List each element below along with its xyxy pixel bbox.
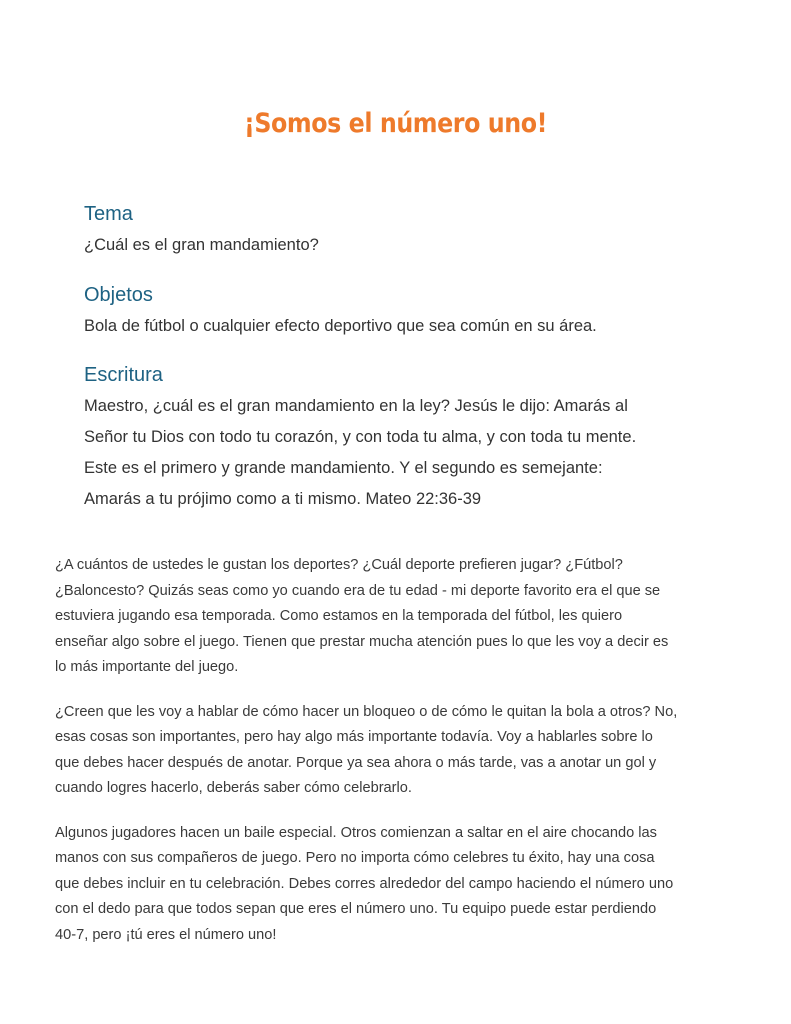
body-line: que debes hacer después de anotar. Porque ya sea ahora o más tarde, vas a anotar un gol y	[55, 754, 657, 771]
body-paragraph-3	[55, 821, 755, 949]
body-line: esas cosas son importantes, pero hay algo más importante todavía. Voy a hablarles sobre lo	[55, 729, 653, 745]
scripture-text	[84, 391, 724, 515]
section-objetos	[84, 283, 724, 342]
body-line: Algunos jugadores hacen un baile especial. Otros comienzan a saltar en el aire chocando las	[55, 824, 657, 841]
section-heading-escritura: Escritura	[84, 364, 163, 386]
body-line: estuviera jugando esa temporada. Como estamos en la temporada del fútbol, les quiero	[55, 608, 623, 624]
section-text-tema: ¿Cuál es el gran mandamiento?	[84, 236, 319, 254]
section-escritura	[84, 363, 724, 515]
scripture-line: Este es el primero y grande mandamiento. Y el segundo es semejante:	[84, 459, 603, 477]
body-paragraph-2	[55, 700, 755, 802]
page-title: ¡Somos el número uno!	[243, 108, 548, 139]
body-line: que debes incluir en tu celebración. Debes corres alrededor del campo haciendo el número uno	[55, 875, 674, 892]
body-line: cuando logres hacerlo, deberás saber cómo celebrarlo.	[55, 780, 412, 796]
scripture-line: Señor tu Dios con todo tu corazón, y con toda tu alma, y con toda tu mente.	[84, 428, 637, 446]
body-text	[55, 553, 755, 967]
body-line: ¿Creen que les voy a hablar de cómo hacer un bloqueo o de cómo le quitan la bola a otros? No,	[55, 703, 678, 720]
body-line: 40-7, pero ¡tú eres el número uno!	[55, 926, 277, 943]
body-line: enseñar algo sobre el juego. Tienen que prestar mucha atención pues lo que les voy a decir es	[55, 633, 669, 650]
body-line: ¿Baloncesto? Quizás seas como yo cuando era de tu edad - mi deporte favorito era el que se	[55, 582, 661, 599]
body-line: ¿A cuántos de ustedes le gustan los deportes? ¿Cuál deporte prefieren jugar? ¿Fútbol?	[55, 557, 623, 573]
section-text-objetos: Bola de fútbol o cualquier efecto deportivo que sea común en su área.	[84, 317, 597, 335]
body-paragraph-1	[55, 553, 755, 681]
body-line: manos con sus compañeros de juego. Pero no importa cómo celebres tu éxito, hay una cosa	[55, 850, 655, 866]
section-heading-objetos: Objetos	[84, 284, 153, 306]
section-heading-tema: Tema	[84, 203, 133, 225]
section-tema	[84, 202, 724, 261]
body-line: lo más importante del juego.	[55, 659, 239, 675]
body-line: con el dedo para que todos sepan que eres el número uno. Tu equipo puede estar perdiendo	[55, 901, 657, 917]
scripture-line: Maestro, ¿cuál es el gran mandamiento en la ley? Jesús le dijo: Amarás al	[84, 397, 628, 415]
scripture-line: Amarás a tu prójimo como a ti mismo. Mateo 22:36-39	[84, 490, 482, 508]
